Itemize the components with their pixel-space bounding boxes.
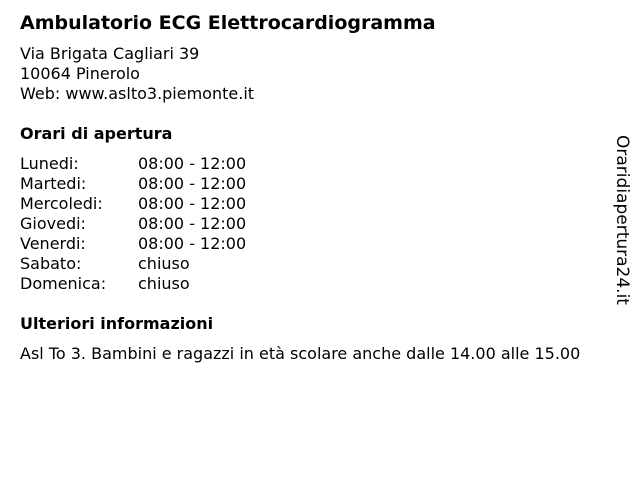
time-value: 08:00 - 12:00 (138, 154, 247, 173)
day-label: Sabato: (20, 254, 82, 273)
hours-row-monday (20, 154, 246, 174)
day-label: Domenica: (20, 274, 107, 293)
street-address: Via Brigata Cagliari 39 (20, 44, 200, 63)
day-label: Giovedi: (20, 214, 86, 233)
time-value: 08:00 - 12:00 (138, 174, 247, 193)
additional-info-heading: Ulteriori informazioni (20, 314, 214, 333)
time-value: 08:00 - 12:00 (138, 194, 247, 213)
city-address: 10064 Pinerolo (20, 64, 140, 83)
day-label: Venerdi: (20, 234, 86, 253)
hours-row-thursday (20, 214, 246, 234)
page-title: Ambulatorio ECG Elettrocardiogramma (20, 12, 436, 34)
time-value: chiuso (138, 274, 190, 293)
hours-row-sunday (20, 274, 246, 294)
day-label: Mercoledi: (20, 194, 103, 213)
hours-row-tuesday (20, 174, 246, 194)
watermark-text: Oraridiapertura24.it (612, 135, 632, 305)
opening-hours-list (20, 154, 246, 294)
time-value: 08:00 - 12:00 (138, 234, 247, 253)
opening-hours-heading: Orari di apertura (20, 124, 173, 143)
additional-info-text: Asl To 3. Bambini e ragazzi in età scolare anche dalle 14.00 alle 15.00 (20, 344, 581, 363)
day-label: Martedi: (20, 174, 87, 193)
time-value: chiuso (138, 254, 190, 273)
address-block (20, 44, 254, 104)
time-value: 08:00 - 12:00 (138, 214, 247, 233)
hours-row-saturday (20, 254, 246, 274)
hours-row-friday (20, 234, 246, 254)
day-label: Lunedi: (20, 154, 79, 173)
website-text: Web: www.aslto3.piemonte.it (20, 84, 255, 103)
hours-row-wednesday (20, 194, 246, 214)
